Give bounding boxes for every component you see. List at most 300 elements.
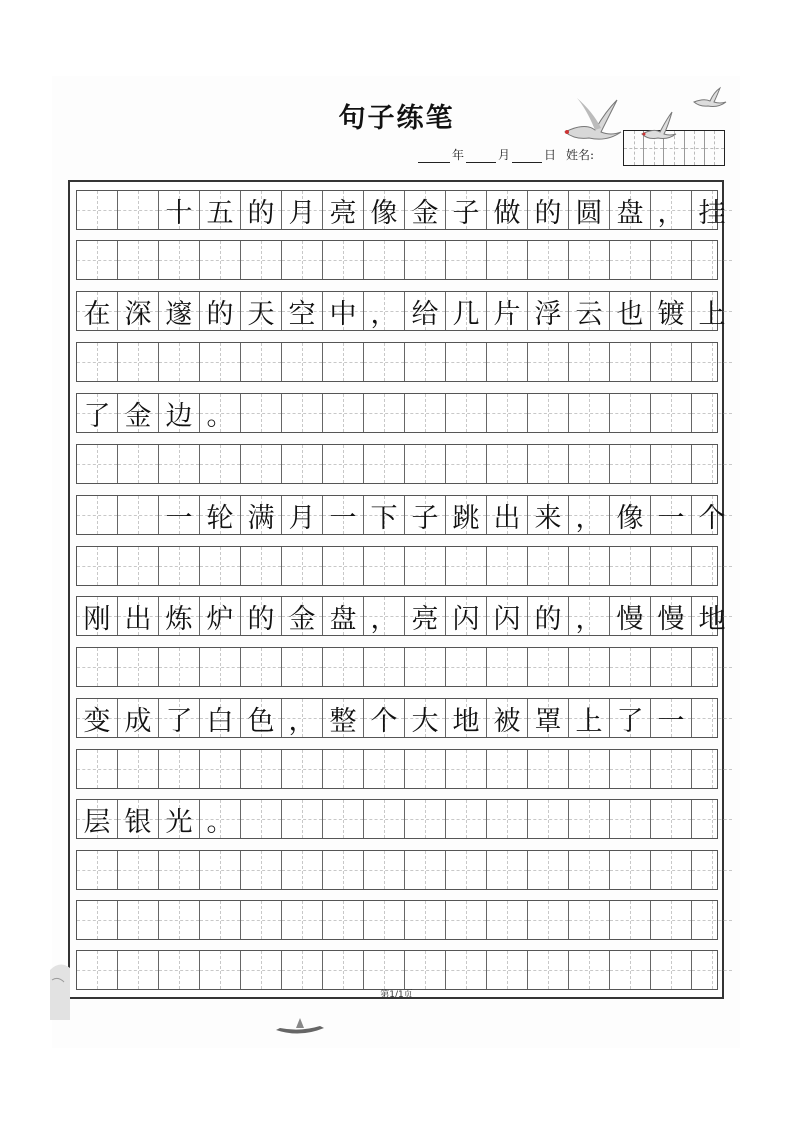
grid-cell[interactable] xyxy=(405,241,446,279)
grid-cell[interactable] xyxy=(651,292,692,330)
grid-cell[interactable] xyxy=(569,597,610,635)
grid-cell[interactable] xyxy=(364,800,405,838)
grid-cell[interactable] xyxy=(528,292,569,330)
grid-cell[interactable] xyxy=(323,292,364,330)
grid-cell[interactable] xyxy=(241,191,282,229)
grid-cell[interactable] xyxy=(487,496,528,534)
grid-cell[interactable] xyxy=(692,951,732,989)
grid-cell[interactable] xyxy=(282,901,323,939)
cell-character: 上 xyxy=(575,705,603,737)
day-blank[interactable] xyxy=(512,150,542,163)
grid-cell[interactable] xyxy=(118,241,159,279)
grid-cell[interactable] xyxy=(487,750,528,788)
cell-character: 浮 xyxy=(534,298,562,330)
grid-cell[interactable] xyxy=(77,394,118,432)
grid-cell[interactable] xyxy=(118,394,159,432)
grid-cell[interactable] xyxy=(487,191,528,229)
grid-cell[interactable] xyxy=(692,750,732,788)
grid-cell[interactable] xyxy=(323,901,364,939)
grid-cell[interactable] xyxy=(282,951,323,989)
grid-cell[interactable] xyxy=(651,394,692,432)
grid-cell[interactable] xyxy=(364,750,405,788)
grid-cell[interactable] xyxy=(200,750,241,788)
grid-cell[interactable] xyxy=(405,750,446,788)
grid-cell[interactable] xyxy=(569,800,610,838)
grid-cell[interactable] xyxy=(405,191,446,229)
grid-cell[interactable] xyxy=(487,445,528,483)
grid-cell[interactable] xyxy=(77,445,118,483)
grid-cell[interactable] xyxy=(77,597,118,635)
grid-cell[interactable] xyxy=(364,951,405,989)
cell-character: 亮 xyxy=(411,603,439,635)
grid-cell[interactable] xyxy=(610,241,651,279)
grid-cell[interactable] xyxy=(528,901,569,939)
grid-cell[interactable] xyxy=(77,800,118,838)
grid-cell[interactable] xyxy=(528,597,569,635)
grid-cell[interactable] xyxy=(364,547,405,585)
grid-cell[interactable] xyxy=(487,343,528,381)
grid-cell[interactable] xyxy=(159,547,200,585)
cell-character: 整 xyxy=(329,705,357,737)
grid-cell[interactable] xyxy=(446,951,487,989)
grid-cell[interactable] xyxy=(282,191,323,229)
grid-cell[interactable] xyxy=(323,191,364,229)
grid-cell[interactable] xyxy=(405,547,446,585)
grid-cell[interactable] xyxy=(446,800,487,838)
grid-cell[interactable] xyxy=(159,597,200,635)
grid-cell[interactable] xyxy=(159,343,200,381)
grid-cell[interactable] xyxy=(692,394,732,432)
grid-cell[interactable] xyxy=(487,901,528,939)
grid-cell[interactable] xyxy=(692,445,732,483)
grid-cell[interactable] xyxy=(610,750,651,788)
grid-cell[interactable] xyxy=(610,292,651,330)
grid-cell[interactable] xyxy=(77,851,118,889)
grid-cell[interactable] xyxy=(159,901,200,939)
grid-cell[interactable] xyxy=(446,547,487,585)
grid-cell[interactable] xyxy=(323,648,364,686)
grid-cell[interactable] xyxy=(364,851,405,889)
grid-cell[interactable] xyxy=(118,648,159,686)
grid-cell[interactable] xyxy=(651,699,692,737)
grid-cell[interactable] xyxy=(323,241,364,279)
grid-cell[interactable] xyxy=(364,699,405,737)
grid-cell[interactable] xyxy=(692,191,732,229)
grid-cell[interactable] xyxy=(487,951,528,989)
grid-cell[interactable] xyxy=(364,648,405,686)
grid-cell[interactable] xyxy=(528,191,569,229)
grid-cell[interactable] xyxy=(528,445,569,483)
grid-cell[interactable] xyxy=(569,343,610,381)
cell-character: 。 xyxy=(206,806,234,838)
grid-cell[interactable] xyxy=(159,496,200,534)
grid-cell[interactable] xyxy=(528,648,569,686)
grid-cell[interactable] xyxy=(77,292,118,330)
grid-cell[interactable] xyxy=(569,699,610,737)
grid-cell[interactable] xyxy=(200,445,241,483)
grid-cell[interactable] xyxy=(692,343,732,381)
grid-cell[interactable] xyxy=(528,750,569,788)
grid-cell[interactable] xyxy=(569,547,610,585)
grid-cell[interactable] xyxy=(569,191,610,229)
grid-cell[interactable] xyxy=(282,496,323,534)
grid-cell[interactable] xyxy=(651,343,692,381)
grid-cell[interactable] xyxy=(446,394,487,432)
grid-cell[interactable] xyxy=(610,800,651,838)
grid-cell[interactable] xyxy=(323,343,364,381)
grid-cell[interactable] xyxy=(282,851,323,889)
grid-cell[interactable] xyxy=(651,191,692,229)
grid-cell[interactable] xyxy=(77,496,118,534)
grid-cell[interactable] xyxy=(405,901,446,939)
grid-cell[interactable] xyxy=(77,901,118,939)
grid-cell[interactable] xyxy=(651,241,692,279)
grid-cell[interactable] xyxy=(610,951,651,989)
page-number: 第1/1页 xyxy=(380,990,413,1000)
grid-cell[interactable] xyxy=(446,851,487,889)
grid-cell[interactable] xyxy=(241,547,282,585)
grid-cell[interactable] xyxy=(282,547,323,585)
grid-cell[interactable] xyxy=(487,292,528,330)
grid-cell[interactable] xyxy=(282,800,323,838)
cell-character: 大 xyxy=(411,705,439,737)
grid-cell[interactable] xyxy=(241,851,282,889)
cell-character: 上 xyxy=(698,298,726,330)
grid-cell[interactable] xyxy=(569,394,610,432)
grid-cell[interactable] xyxy=(487,648,528,686)
cell-character: 了 xyxy=(616,705,644,737)
grid-cell[interactable] xyxy=(651,800,692,838)
grid-cell[interactable] xyxy=(692,547,732,585)
crane-bird-icon xyxy=(555,92,625,152)
grid-cell[interactable] xyxy=(77,343,118,381)
grid-row xyxy=(76,799,718,839)
grid-row xyxy=(76,596,726,636)
grid-cell[interactable] xyxy=(200,241,241,279)
grid-cell[interactable] xyxy=(651,547,692,585)
grid-cell[interactable] xyxy=(200,394,241,432)
grid-cell[interactable] xyxy=(323,597,364,635)
grid-cell[interactable] xyxy=(200,343,241,381)
grid-row xyxy=(76,647,718,687)
grid-cell[interactable] xyxy=(118,951,159,989)
grid-cell[interactable] xyxy=(610,445,651,483)
grid-cell[interactable] xyxy=(487,241,528,279)
grid-cell[interactable] xyxy=(241,901,282,939)
grid-cell[interactable] xyxy=(692,851,732,889)
grid-cell[interactable] xyxy=(118,699,159,737)
grid-cell[interactable] xyxy=(282,648,323,686)
grid-cell[interactable] xyxy=(405,800,446,838)
grid-cell[interactable] xyxy=(528,547,569,585)
cell-character: 盘 xyxy=(329,603,357,635)
grid-cell[interactable] xyxy=(159,851,200,889)
grid-cell[interactable] xyxy=(610,547,651,585)
grid-cell[interactable] xyxy=(610,597,651,635)
grid-cell[interactable] xyxy=(200,951,241,989)
grid-cell[interactable] xyxy=(405,648,446,686)
cell-character: 的 xyxy=(534,603,562,635)
grid-cell[interactable] xyxy=(528,394,569,432)
grid-cell[interactable] xyxy=(200,597,241,635)
grid-row xyxy=(76,749,718,789)
year-blank[interactable] xyxy=(418,150,450,163)
grid-cell[interactable] xyxy=(528,343,569,381)
grid-cell[interactable] xyxy=(241,343,282,381)
cell-character: 光 xyxy=(165,806,193,838)
grid-row xyxy=(76,698,718,738)
grid-cell[interactable] xyxy=(446,343,487,381)
grid-cell[interactable] xyxy=(77,750,118,788)
grid-cell[interactable] xyxy=(405,496,446,534)
grid-cell[interactable] xyxy=(200,800,241,838)
cell-character: 也 xyxy=(616,298,644,330)
grid-cell[interactable] xyxy=(118,750,159,788)
cell-character: 慢 xyxy=(657,603,685,635)
grid-cell[interactable] xyxy=(241,597,282,635)
grid-cell[interactable] xyxy=(446,750,487,788)
grid-cell[interactable] xyxy=(487,394,528,432)
grid-cell[interactable] xyxy=(651,951,692,989)
grid-cell[interactable] xyxy=(364,597,405,635)
cell-character: 的 xyxy=(247,197,275,229)
grid-cell[interactable] xyxy=(692,241,732,279)
grid-cell[interactable] xyxy=(651,445,692,483)
grid-cell[interactable] xyxy=(364,394,405,432)
grid-cell[interactable] xyxy=(118,496,159,534)
grid-row xyxy=(76,850,718,890)
grid-cell[interactable] xyxy=(651,496,692,534)
boat-icon xyxy=(270,1016,330,1038)
grid-cell[interactable] xyxy=(159,445,200,483)
grid-cell[interactable] xyxy=(528,496,569,534)
grid-cell[interactable] xyxy=(528,699,569,737)
grid-cell[interactable] xyxy=(282,597,323,635)
grid-cell[interactable] xyxy=(569,496,610,534)
grid-cell[interactable] xyxy=(118,901,159,939)
grid-cell[interactable] xyxy=(241,699,282,737)
grid-cell[interactable] xyxy=(118,597,159,635)
grid-cell[interactable] xyxy=(159,951,200,989)
grid-cell[interactable] xyxy=(446,445,487,483)
grid-cell[interactable] xyxy=(241,951,282,989)
grid-cell[interactable] xyxy=(323,851,364,889)
grid-cell[interactable] xyxy=(282,445,323,483)
grid-cell[interactable] xyxy=(528,241,569,279)
grid-cell[interactable] xyxy=(282,343,323,381)
grid-cell[interactable] xyxy=(200,901,241,939)
grid-cell[interactable] xyxy=(118,191,159,229)
grid-cell[interactable] xyxy=(323,496,364,534)
grid-cell[interactable] xyxy=(651,648,692,686)
cell-character: 的 xyxy=(247,603,275,635)
grid-cell[interactable] xyxy=(159,191,200,229)
grid-cell[interactable] xyxy=(282,699,323,737)
grid-cell[interactable] xyxy=(323,394,364,432)
grid-cell[interactable] xyxy=(692,648,732,686)
cell-character: 挂 xyxy=(698,197,726,229)
grid-cell[interactable] xyxy=(487,547,528,585)
grid-cell[interactable] xyxy=(405,951,446,989)
grid-row xyxy=(76,900,718,940)
grid-cell[interactable] xyxy=(446,241,487,279)
grid-cell[interactable] xyxy=(610,343,651,381)
grid-cell[interactable] xyxy=(282,750,323,788)
grid-cell[interactable] xyxy=(692,597,732,635)
grid-cell[interactable] xyxy=(364,496,405,534)
grid-cell[interactable] xyxy=(282,292,323,330)
grid-cell[interactable] xyxy=(651,750,692,788)
grid-cell[interactable] xyxy=(651,851,692,889)
grid-cell[interactable] xyxy=(77,699,118,737)
grid-cell[interactable] xyxy=(118,851,159,889)
grid-cell[interactable] xyxy=(692,496,732,534)
grid-cell[interactable] xyxy=(241,241,282,279)
grid-cell[interactable] xyxy=(405,699,446,737)
cell-character: 给 xyxy=(411,298,439,330)
grid-cell[interactable] xyxy=(405,292,446,330)
grid-cell[interactable] xyxy=(323,547,364,585)
grid-cell[interactable] xyxy=(282,241,323,279)
grid-cell[interactable] xyxy=(241,292,282,330)
cell-character: 满 xyxy=(247,502,275,534)
grid-cell[interactable] xyxy=(118,343,159,381)
grid-cell[interactable] xyxy=(569,750,610,788)
grid-cell[interactable] xyxy=(446,496,487,534)
grid-cell[interactable] xyxy=(77,648,118,686)
grid-cell[interactable] xyxy=(200,699,241,737)
cell-character: 片 xyxy=(493,298,521,330)
grid-cell[interactable] xyxy=(200,191,241,229)
grid-cell[interactable] xyxy=(159,292,200,330)
grid-cell[interactable] xyxy=(323,445,364,483)
grid-cell[interactable] xyxy=(569,241,610,279)
grid-cell[interactable] xyxy=(610,699,651,737)
grid-cell[interactable] xyxy=(364,292,405,330)
grid-cell[interactable] xyxy=(159,750,200,788)
grid-cell[interactable] xyxy=(651,597,692,635)
cell-character: 五 xyxy=(206,197,234,229)
grid-cell[interactable] xyxy=(118,445,159,483)
grid-cell[interactable] xyxy=(692,292,732,330)
grid-cell[interactable] xyxy=(200,547,241,585)
grid-cell[interactable] xyxy=(364,445,405,483)
grid-cell[interactable] xyxy=(241,496,282,534)
grid-cell[interactable] xyxy=(569,901,610,939)
grid-cell[interactable] xyxy=(610,648,651,686)
cell-character: 月 xyxy=(288,502,316,534)
grid-cell[interactable] xyxy=(446,292,487,330)
grid-cell[interactable] xyxy=(364,241,405,279)
grid-cell[interactable] xyxy=(692,699,732,737)
grid-cell[interactable] xyxy=(405,343,446,381)
grid-cell[interactable] xyxy=(405,597,446,635)
grid-cell[interactable] xyxy=(364,343,405,381)
cell-character: ， xyxy=(575,502,603,534)
name-box[interactable] xyxy=(705,131,724,165)
grid-cell[interactable] xyxy=(200,292,241,330)
grid-cell[interactable] xyxy=(159,800,200,838)
grid-cell[interactable] xyxy=(487,597,528,635)
grid-cell[interactable] xyxy=(323,800,364,838)
grid-cell[interactable] xyxy=(487,699,528,737)
grid-cell[interactable] xyxy=(446,191,487,229)
grid-cell[interactable] xyxy=(77,191,118,229)
grid-cell[interactable] xyxy=(323,699,364,737)
grid-cell[interactable] xyxy=(446,901,487,939)
grid-cell[interactable] xyxy=(241,648,282,686)
cell-character: 了 xyxy=(83,400,111,432)
grid-cell[interactable] xyxy=(446,597,487,635)
grid-cell[interactable] xyxy=(405,445,446,483)
cell-character: 盘 xyxy=(616,197,644,229)
grid-cell[interactable] xyxy=(200,851,241,889)
grid-cell[interactable] xyxy=(610,394,651,432)
grid-cell[interactable] xyxy=(528,800,569,838)
grid-cell[interactable] xyxy=(610,851,651,889)
grid-cell[interactable] xyxy=(610,901,651,939)
grid-cell[interactable] xyxy=(118,547,159,585)
grid-row xyxy=(76,342,718,382)
month-blank[interactable] xyxy=(466,150,496,163)
grid-cell[interactable] xyxy=(241,750,282,788)
grid-cell[interactable] xyxy=(282,394,323,432)
grid-cell[interactable] xyxy=(446,699,487,737)
grid-cell[interactable] xyxy=(569,292,610,330)
grid-cell[interactable] xyxy=(610,191,651,229)
grid-cell[interactable] xyxy=(569,851,610,889)
grid-cell[interactable] xyxy=(159,648,200,686)
cell-character: ， xyxy=(575,603,603,635)
grid-cell[interactable] xyxy=(446,648,487,686)
grid-cell[interactable] xyxy=(405,394,446,432)
grid-cell[interactable] xyxy=(159,699,200,737)
grid-cell[interactable] xyxy=(651,901,692,939)
grid-cell[interactable] xyxy=(118,800,159,838)
cell-character: 一 xyxy=(329,502,357,534)
grid-cell[interactable] xyxy=(692,800,732,838)
grid-cell[interactable] xyxy=(528,851,569,889)
cell-character: 金 xyxy=(411,197,439,229)
grid-cell[interactable] xyxy=(528,951,569,989)
grid-cell[interactable] xyxy=(487,800,528,838)
grid-cell[interactable] xyxy=(77,241,118,279)
grid-row xyxy=(76,190,726,230)
grid-cell[interactable] xyxy=(200,496,241,534)
grid-cell[interactable] xyxy=(569,648,610,686)
grid-cell[interactable] xyxy=(323,750,364,788)
grid-cell[interactable] xyxy=(569,951,610,989)
grid-cell[interactable] xyxy=(487,851,528,889)
grid-cell[interactable] xyxy=(77,547,118,585)
grid-cell[interactable] xyxy=(405,851,446,889)
grid-cell[interactable] xyxy=(241,445,282,483)
grid-cell[interactable] xyxy=(323,951,364,989)
grid-cell[interactable] xyxy=(610,496,651,534)
grid-cell[interactable] xyxy=(159,394,200,432)
grid-cell[interactable] xyxy=(364,901,405,939)
grid-cell[interactable] xyxy=(159,241,200,279)
grid-cell[interactable] xyxy=(692,901,732,939)
grid-cell[interactable] xyxy=(118,292,159,330)
grid-row xyxy=(76,495,726,535)
name-box[interactable] xyxy=(685,131,705,165)
grid-cell[interactable] xyxy=(364,191,405,229)
grid-cell[interactable] xyxy=(241,394,282,432)
grid-cell[interactable] xyxy=(569,445,610,483)
grid-cell[interactable] xyxy=(241,800,282,838)
grid-cell[interactable] xyxy=(200,648,241,686)
